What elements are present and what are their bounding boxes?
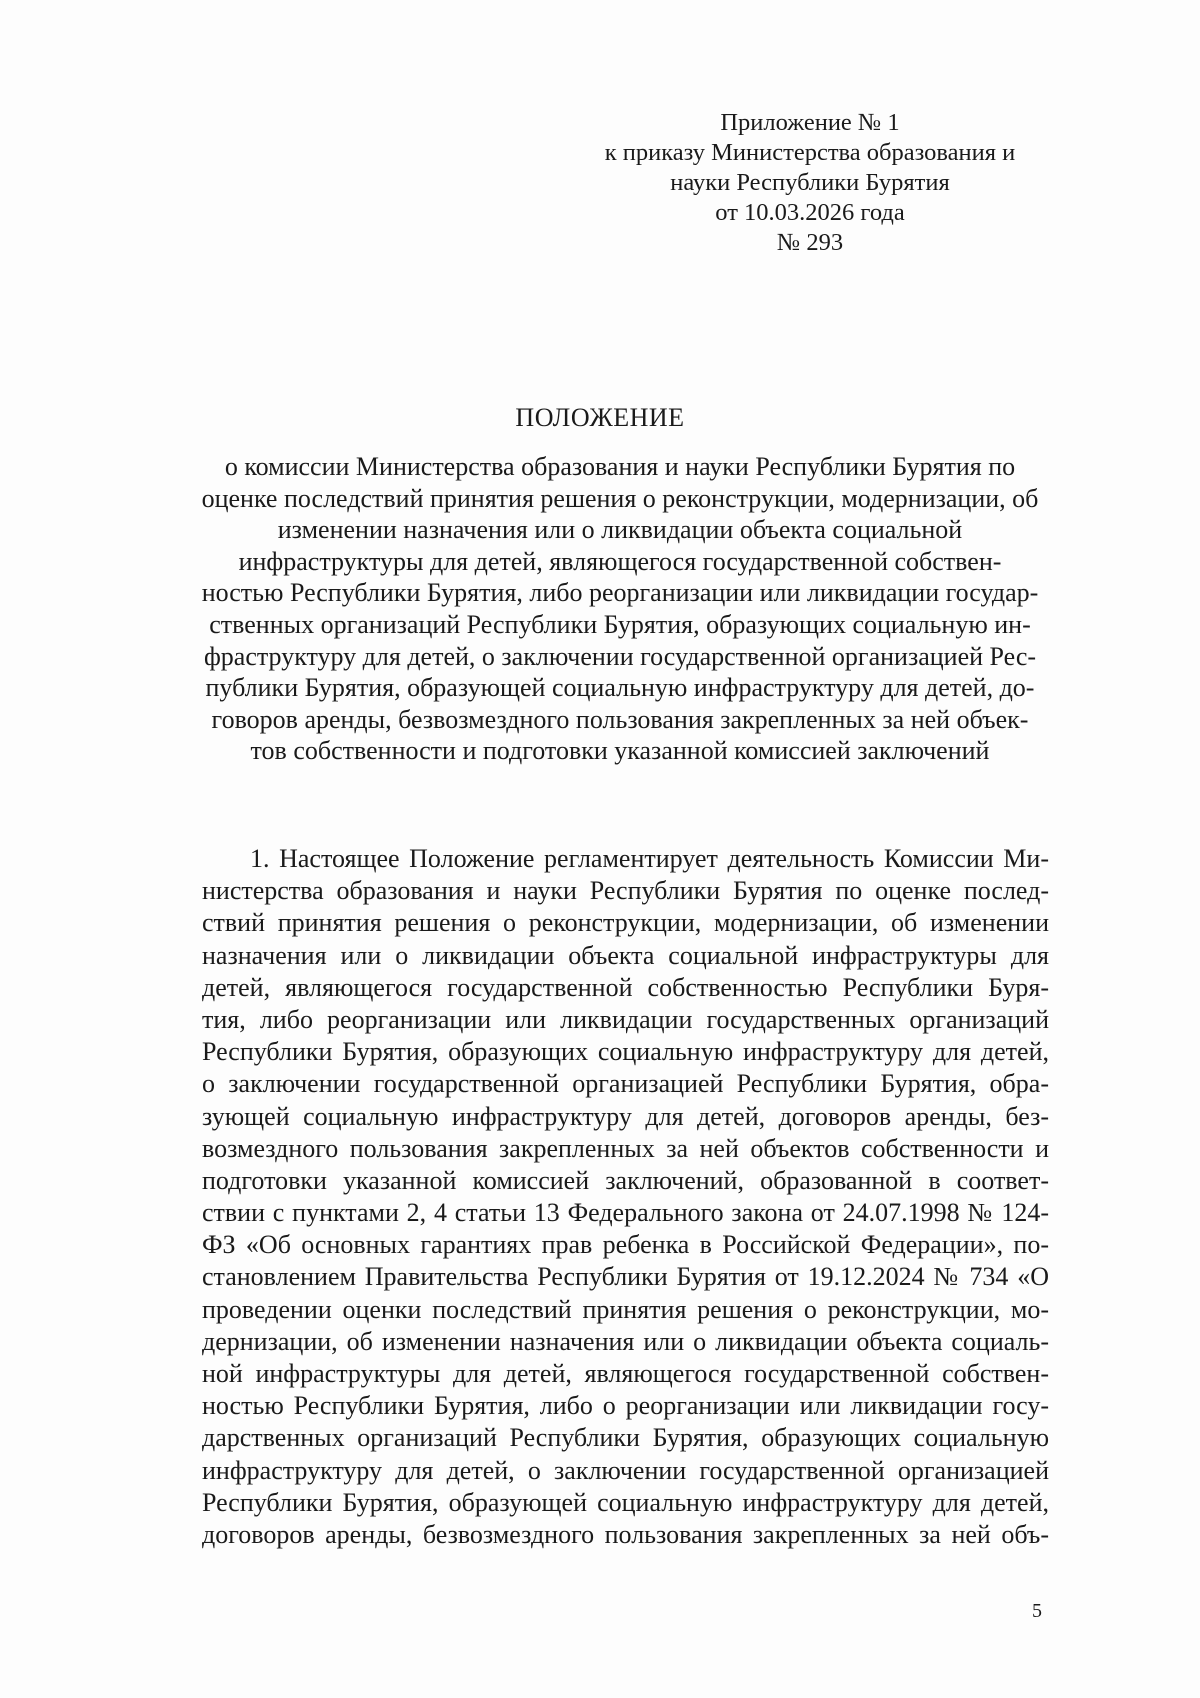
- body-line: ностью Республики Бурятия, либо о реорганизации или ликвидации госу-: [202, 1391, 1049, 1421]
- body-line: назначения или о ликвидации объекта социальной инфраструктуры для: [202, 940, 1049, 970]
- body-line: нистерства образования и науки Республики Бурятия по оценке послед-: [202, 876, 1049, 906]
- body-line: ФЗ «Об основных гарантиях прав ребенка в Российской Федерации», по-: [202, 1230, 1049, 1260]
- subtitle-line: оценке последствий принятия решения о реконструкции, модернизации, об: [201, 483, 1039, 513]
- body-line: подготовки указанной комиссией заключений, образованной в соответ-: [202, 1165, 1049, 1195]
- document-title: ПОЛОЖЕНИЕ: [515, 403, 685, 432]
- document-subtitle: [190, 451, 1050, 767]
- body-line: детей, являющегося государственной собственностью Республики Буря-: [202, 972, 1049, 1002]
- appendix-line: науки Республики Бурятия: [670, 169, 950, 196]
- body-line: договоров аренды, безвозмездного пользования закрепленных за ней объ-: [202, 1519, 1049, 1549]
- body-line: дернизации, об изменении назначения или о ликвидации объекта социаль-: [202, 1326, 1049, 1356]
- body-line: Республики Бурятия, образующей социальную инфраструктуру для детей,: [202, 1487, 1049, 1517]
- appendix-line: от 10.03.2026 года: [715, 199, 905, 226]
- subtitle-line: тов собственности и подготовки указанной комиссией заключений: [250, 736, 990, 766]
- body-line: Республики Бурятия, образующих социальную инфраструктуру для детей,: [202, 1037, 1049, 1067]
- subtitle-line: фраструктуру для детей, о заключении государственной организацией Рес-: [203, 641, 1037, 671]
- page-number: 5: [1032, 1600, 1042, 1622]
- body-line: ной инфраструктуры для детей, являющегося государственной собствен-: [202, 1359, 1049, 1388]
- body-line: зующей социальную инфраструктуру для детей, договоров аренды, без-: [202, 1101, 1049, 1131]
- appendix-line: Приложение № 1: [720, 109, 900, 136]
- subtitle-line: публики Бурятия, образующей социальную инфраструктуру для детей, до-: [205, 673, 1035, 703]
- body-line: о заключении государственной организацией Республики Бурятия, обра-: [202, 1069, 1049, 1099]
- body-line: проведении оценки последствий принятия решения о реконструкции, мо-: [202, 1294, 1049, 1324]
- appendix-line: № 293: [776, 229, 844, 256]
- paragraph-1: [202, 843, 1049, 1551]
- body-line: становлением Правительства Республики Бурятия от 19.12.2024 № 734 «О: [202, 1262, 1049, 1292]
- subtitle-line: инфраструктуры для детей, являющегося государственной собствен-: [238, 546, 1002, 576]
- body-line: ствий принятия решения о реконструкции, модернизации, об изменении: [202, 908, 1049, 938]
- body-line: 1. Настоящее Положение регламентирует деятельность Комиссии Ми-: [250, 844, 1049, 873]
- subtitle-line: изменении назначения или о ликвидации объекта социальной: [277, 515, 963, 545]
- subtitle-line: ностью Республики Бурятия, либо реорганизации или ликвидации государ-: [201, 578, 1039, 608]
- subtitle-line: о комиссии Министерства образования и науки Республики Бурятия по: [224, 452, 1016, 481]
- body-line: ствии с пунктами 2, 4 статьи 13 Федерального закона от 24.07.1998 № 124-: [202, 1198, 1049, 1228]
- subtitle-line: говоров аренды, безвозмездного пользования закрепленных за ней объек-: [211, 704, 1029, 734]
- body-line: дарственных организаций Республики Бурятия, образующих социальную: [202, 1423, 1049, 1453]
- body-line: тия, либо реорганизации или ликвидации государственных организаций: [202, 1004, 1049, 1034]
- body-line: возмездного пользования закрепленных за ней объектов собственности и: [202, 1133, 1049, 1163]
- appendix-line: к приказу Министерства образования и: [604, 139, 1016, 166]
- appendix-header: [560, 108, 1060, 258]
- subtitle-line: ственных организаций Республики Бурятия, образующих социальную ин-: [209, 609, 1031, 639]
- body-line: инфраструктуру для детей, о заключении государственной организацией: [202, 1455, 1049, 1485]
